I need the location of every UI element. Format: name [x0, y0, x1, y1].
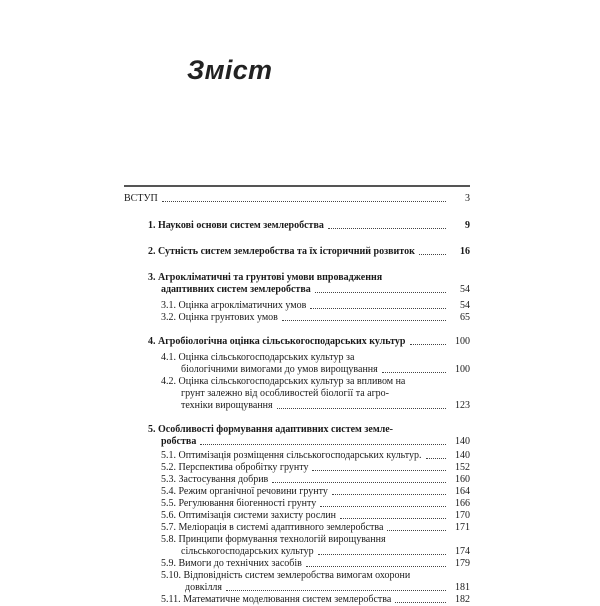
toc-entry-label: 5.9. Вимоги до технічних засобів [161, 558, 302, 569]
toc-entry-label: 5.5. Регулювання біогенності грунту [161, 498, 317, 509]
table-of-contents [124, 193, 470, 606]
leader-dots [306, 566, 446, 567]
toc-section-5-11 [124, 594, 470, 606]
toc-section-3-2 [124, 312, 470, 324]
leader-dots [340, 518, 446, 519]
toc-section-4-2 [124, 376, 470, 412]
toc-entry-label-line: 4.2. Оцінка сільськогосподарських культур за впливом на [161, 376, 406, 387]
toc-entry-label: 1. Наукові основи систем землеробства [148, 220, 324, 231]
toc-page-number: 140 [455, 436, 470, 447]
leader-dots [310, 308, 446, 309]
leader-dots [328, 228, 446, 229]
toc-page-number: 100 [455, 364, 470, 375]
toc-section-5-8 [124, 534, 470, 558]
leader-dots [277, 408, 446, 409]
leader-dots [318, 554, 446, 555]
toc-entry-label-line: 5. Особливості формування адаптивних систем земле- [148, 424, 394, 435]
toc-section-5-6 [124, 510, 470, 522]
toc-section-4-1 [124, 352, 470, 376]
toc-page-number: 160 [455, 474, 470, 485]
toc-entry-label-line: 4.1. Оцінка сільськогосподарських культур за [161, 352, 355, 363]
toc-section-5-7 [124, 522, 470, 534]
toc-page-number: 54 [460, 284, 470, 295]
toc-entry-label-line: 3. Агрокліматичні та грунтові умови впровадження [148, 272, 383, 283]
toc-page-number: 54 [460, 300, 470, 311]
toc-section-5-1 [124, 450, 470, 462]
toc-chapter-2 [124, 246, 470, 258]
toc-entry-label: 5.11. Математичне моделювання систем землеробства [161, 594, 392, 605]
toc-entry-label: ВСТУП [124, 193, 158, 204]
toc-page-number: 123 [455, 400, 470, 411]
toc-page-number: 170 [455, 510, 470, 521]
toc-page-number: 9 [465, 220, 470, 231]
toc-entry-label: 5.7. Меліорація в системі адаптивного землеробства [161, 522, 384, 533]
toc-page-number: 181 [455, 582, 470, 593]
toc-entry-label-line: грунт залежно від особливостей біології та агро- [181, 388, 389, 399]
toc-page-number: 182 [455, 594, 470, 605]
toc-chapter-3 [124, 272, 470, 296]
toc-entry-label-line: 5.10. Відповідність систем землеробства вимогам охорони [161, 570, 411, 581]
toc-page-number: 152 [455, 462, 470, 473]
toc-section-5-9 [124, 558, 470, 570]
leader-dots [410, 344, 447, 345]
leader-dots [272, 482, 446, 483]
page-title: Зміст [187, 55, 273, 85]
toc-entry-label: 4. Агробіологічна оцінка сільськогосподарських культур [148, 336, 406, 347]
leader-dots [162, 201, 446, 202]
toc-entry-label: 3.2. Оцінка грунтових умов [161, 312, 278, 323]
toc-page-number: 100 [455, 336, 470, 347]
toc-entry-label: 5.6. Оптимізація системи захисту рослин [161, 510, 337, 521]
toc-page-number: 140 [455, 450, 470, 461]
toc-section-5-3 [124, 474, 470, 486]
toc-chapter-1 [124, 220, 470, 232]
toc-entry-label: 5.4. Режим органічної речовини грунту [161, 486, 328, 497]
toc-section-5-5 [124, 498, 470, 510]
toc-entry-label-line: техніки вирощування [181, 400, 273, 411]
top-rule [124, 185, 470, 187]
leader-dots [419, 254, 446, 255]
leader-dots [382, 372, 446, 373]
toc-page-number: 65 [460, 312, 470, 323]
toc-chapter-4 [124, 336, 470, 348]
toc-page-number: 174 [455, 546, 470, 557]
leader-dots [320, 506, 446, 507]
toc-section-3-1 [124, 300, 470, 312]
toc-entry-label-line: біологічними вимогами до умов вирощування [181, 364, 378, 375]
toc-page-number: 164 [455, 486, 470, 497]
leader-dots [426, 458, 446, 459]
toc-entry-label: 5.3. Застосування добрив [161, 474, 269, 485]
toc-entry-label: 2. Сутність систем землеробства та їх історичний розвиток [148, 246, 415, 257]
toc-page-number: 179 [455, 558, 470, 569]
toc-section-5-2 [124, 462, 470, 474]
toc-page-number: 166 [455, 498, 470, 509]
leader-dots [312, 470, 446, 471]
toc-entry-label: 5.1. Оптимізація розміщення сільськогосподарських культур. [161, 450, 422, 461]
leader-dots [332, 494, 446, 495]
leader-dots [200, 444, 446, 445]
toc-entry-label: 3.1. Оцінка агрокліматичних умов [161, 300, 307, 311]
toc-page-number: 3 [465, 193, 470, 204]
toc-section-5-10 [124, 570, 470, 594]
toc-chapter-5 [124, 424, 470, 448]
toc-entry-label-line: адаптивних систем землеробства [161, 284, 311, 295]
toc-entry-label-line: 5.8. Принципи формування технологій вирощування [161, 534, 386, 545]
toc-entry-label-line: сільськогосподарських культур [181, 546, 314, 557]
leader-dots [387, 530, 446, 531]
leader-dots [282, 320, 446, 321]
leader-dots [226, 590, 446, 591]
leader-dots [315, 292, 446, 293]
toc-entry-intro [124, 193, 470, 205]
toc-page-number: 171 [455, 522, 470, 533]
toc-section-5-4 [124, 486, 470, 498]
toc-entry-label-line: довкілля [185, 582, 223, 593]
toc-entry-label-line: робства [161, 436, 197, 447]
toc-entry-label: 5.2. Перспектива обробітку грунту [161, 462, 309, 473]
leader-dots [395, 602, 446, 603]
toc-page-number: 16 [460, 246, 470, 257]
